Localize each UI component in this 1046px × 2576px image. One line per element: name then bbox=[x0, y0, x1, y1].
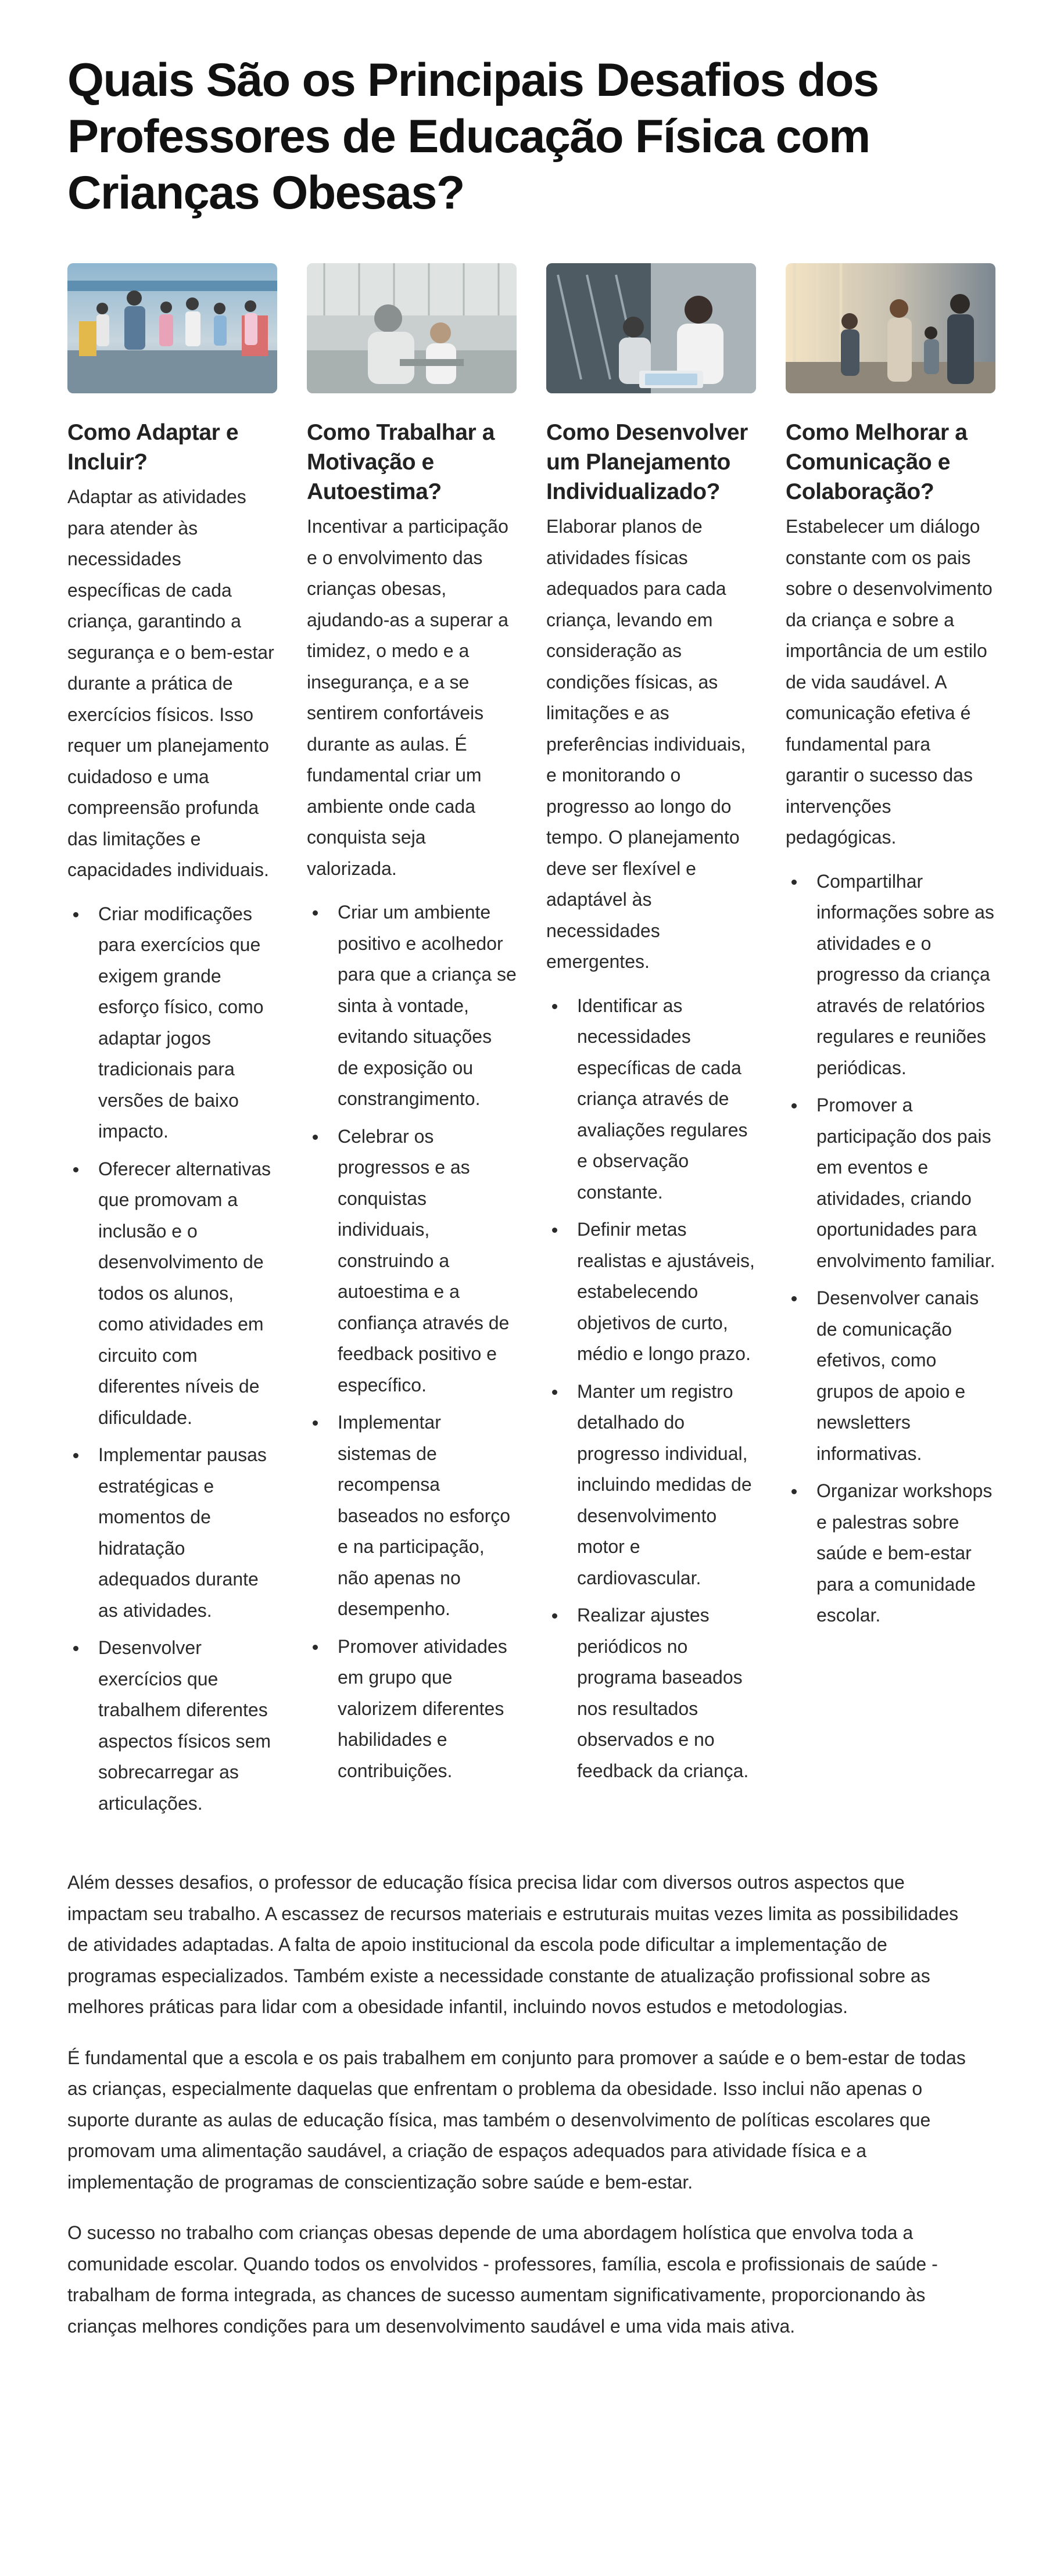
list-item: Realizar ajustes periódicos no programa baseados nos resultados observados e no feedback da criança. bbox=[546, 1600, 756, 1786]
planning-tablet-image bbox=[546, 263, 756, 393]
parents-meeting-image bbox=[786, 263, 995, 393]
teacher-with-child-image bbox=[307, 263, 517, 393]
card-individual-planning bbox=[546, 263, 756, 1825]
closing-paragraphs bbox=[67, 1867, 979, 2342]
card-heading: Como Melhorar a Comunicação e Colaboração? bbox=[786, 420, 968, 504]
list-item: Criar modificações para exercícios que exigem grande esforço físico, como adaptar jogos tradicionais para versões de baixo impacto. bbox=[67, 899, 277, 1147]
card-heading: Como Trabalhar a Motivação e Autoestima? bbox=[307, 420, 495, 504]
list-item: Promover atividades em grupo que valorizem diferentes habilidades e contribuições. bbox=[307, 1631, 517, 1787]
list-item: Manter um registro detalhado do progresso individual, incluindo medidas de desenvolvimento motor e cardiovascular. bbox=[546, 1376, 756, 1594]
card-communication-collaboration bbox=[786, 263, 995, 1825]
card-adapt-include bbox=[67, 263, 277, 1825]
list-item: Desenvolver exercícios que trabalhem diferentes aspectos físicos sem sobrecarregar as articulações. bbox=[67, 1633, 277, 1819]
challenge-cards bbox=[67, 263, 995, 1825]
list-item: Compartilhar informações sobre as atividades e o progresso da criança através de relatórios regulares e reuniões periódicas. bbox=[786, 866, 995, 1084]
page-title: Quais São os Principais Desafios dos Professores de Educação Física com Crianças Obesas? bbox=[67, 54, 879, 219]
list-item: Identificar as necessidades específicas de cada criança através de avaliações regulares e observação constante. bbox=[546, 991, 756, 1208]
paragraph: Além desses desafios, o professor de educação física precisa lidar com diversos outros aspectos que impactam seu trabalho. A escassez de recursos materiais e estruturais muitas vezes limita as possibilidades de atividades adaptadas. A falta de apoio institucional da escola pode dificultar a implementação de programas especializados. Também existe a necessidade constante de atualização profissional sobre as melhores práticas para lidar com a obesidade infantil, incluindo novos estudos e metodologias. bbox=[67, 1872, 959, 2017]
list-item: Definir metas realistas e ajustáveis, estabelecendo objetivos de curto, médio e longo prazo. bbox=[546, 1214, 756, 1370]
card-bullet-list bbox=[67, 899, 277, 1820]
paragraph: O sucesso no trabalho com crianças obesas depende de uma abordagem holística que envolva toda a comunidade escolar. Quando todos os envolvidos - professores, família, escola e profissionais de saúde - trabalham de forma integrada, as chances de sucesso aumentam significativamente, proporcionando às crianças melhores condições para um desenvolvimento saudável e uma vida mais ativa. bbox=[67, 2222, 938, 2337]
children-exercising-image bbox=[67, 263, 277, 393]
paragraph: É fundamental que a escola e os pais trabalhem em conjunto para promover a saúde e o bem-estar de todas as crianças, especialmente daquelas que enfrentam o problema da obesidade. Isso inclui não apenas o suporte durante as aulas de educação física, mas também o desenvolvimento de políticas escolares que promovam uma alimentação saudável, a criação de espaços adequados para atividade física e a implementação de programas de conscientização sobre saúde e bem-estar. bbox=[67, 2047, 966, 2193]
list-item: Implementar pausas estratégicas e momentos de hidratação adequados durante as atividades. bbox=[67, 1440, 277, 1626]
list-item: Promover a participação dos pais em eventos e atividades, criando oportunidades para envolvimento familiar. bbox=[786, 1090, 995, 1276]
list-item: Desenvolver canais de comunicação efetivos, como grupos de apoio e newsletters informativas. bbox=[786, 1283, 995, 1469]
list-item: Celebrar os progressos e as conquistas individuais, construindo a autoestima e a confiança através de feedback positivo e específico. bbox=[307, 1121, 517, 1401]
card-intro: Estabelecer um diálogo constante com os pais sobre o desenvolvimento da criança e sobre a importância de um estilo de vida saudável. A comunicação efetiva é fundamental para garantir o sucesso das intervenções pedagógicas. bbox=[786, 516, 993, 848]
list-item: Implementar sistemas de recompensa baseados no esforço e na participação, não apenas no desempenho. bbox=[307, 1407, 517, 1625]
list-item: Criar um ambiente positivo e acolhedor para que a criança se sinta à vontade, evitando situações de exposição ou constrangimento. bbox=[307, 897, 517, 1115]
list-item: Oferecer alternativas que promovam a inclusão e o desenvolvimento de todos os alunos, como atividades em circuito com diferentes níveis de dificuldade. bbox=[67, 1154, 277, 1434]
card-motivation-selfesteem bbox=[307, 263, 517, 1825]
card-intro: Elaborar planos de atividades físicas adequados para cada criança, levando em consideração as condições físicas, as limitações e as preferências individuais, e monitorando o progresso ao longo do tempo. O planejamento deve ser flexível e adaptável às necessidades emergentes. bbox=[546, 516, 746, 972]
card-intro: Incentivar a participação e o envolvimento das crianças obesas, ajudando-as a superar a timidez, o medo e a insegurança, e a se sentirem confortáveis durante as aulas. É fundamental criar um ambiente onde cada conquista seja valorizada. bbox=[307, 516, 508, 879]
card-bullet-list bbox=[307, 897, 517, 1786]
card-heading: Como Desenvolver um Planejamento Individualizado? bbox=[546, 420, 748, 504]
card-bullet-list bbox=[546, 991, 756, 1787]
card-heading: Como Adaptar e Incluir? bbox=[67, 420, 239, 475]
card-intro: Adaptar as atividades para atender às necessidades específicas de cada criança, garantindo a segurança e o bem-estar durante a prática de exercícios físicos. Isso requer um planejamento cuidadoso e uma compreensão profunda das limitações e capacidades individuais. bbox=[67, 486, 274, 880]
card-bullet-list bbox=[786, 866, 995, 1631]
list-item: Organizar workshops e palestras sobre saúde e bem-estar para a comunidade escolar. bbox=[786, 1476, 995, 1631]
